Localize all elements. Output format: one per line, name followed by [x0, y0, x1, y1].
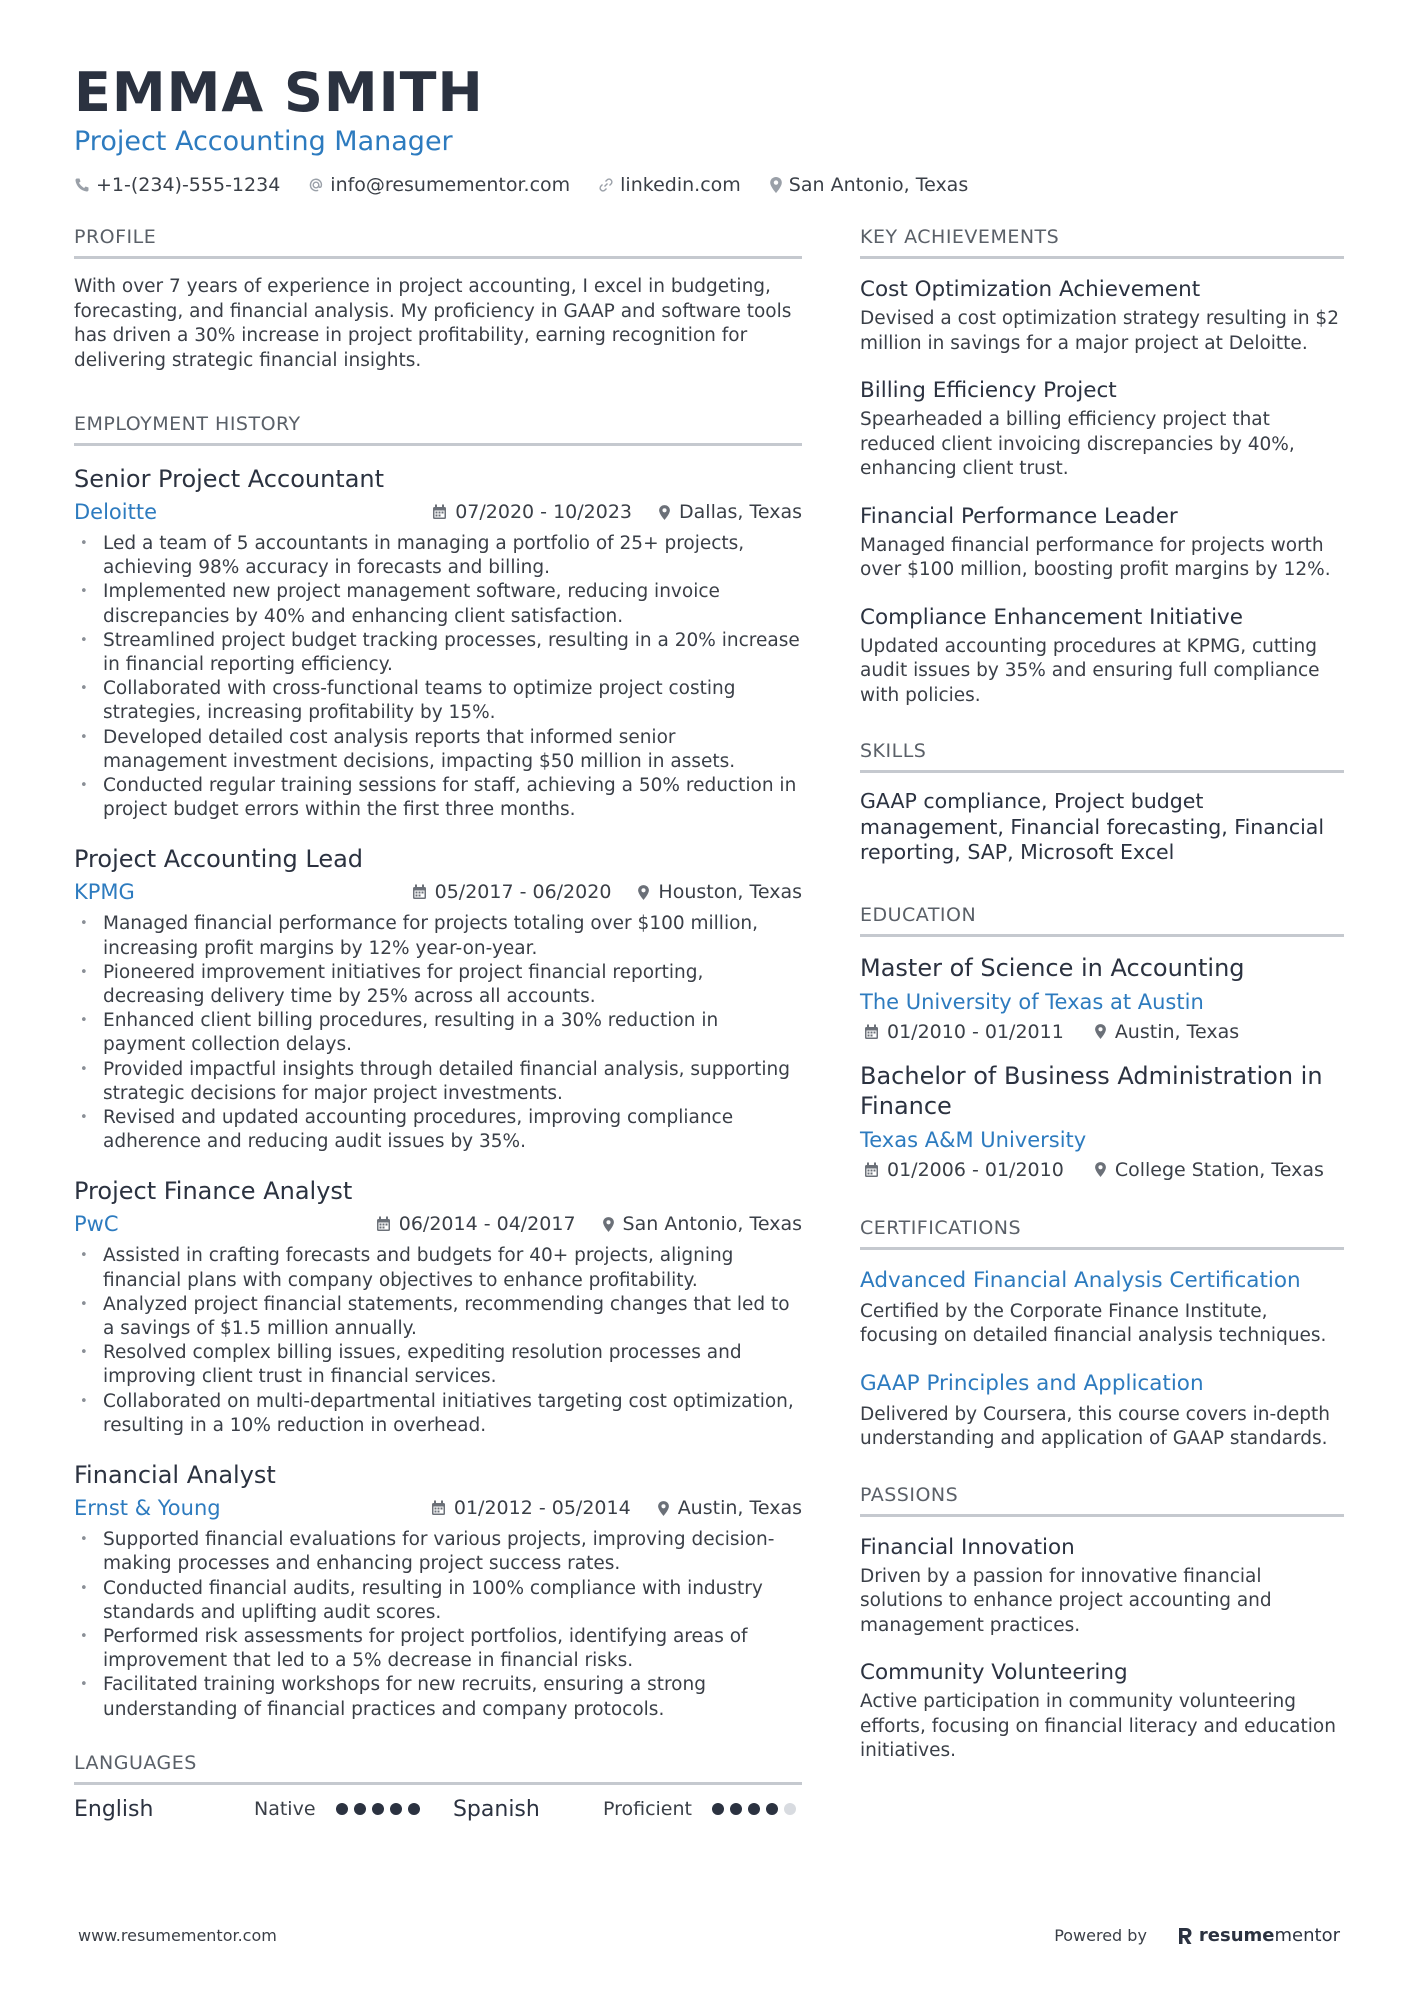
certification-text: Certified by the Corporate Finance Institute, focusing on detailed financial analysis techniques.	[860, 1300, 1327, 1346]
powered-by-label: Powered by	[1054, 1926, 1147, 1945]
job-title: Senior Project Accountant	[74, 465, 385, 493]
job-title: Financial Analyst	[74, 1461, 276, 1490]
job-location-text: Dallas, Texas	[679, 501, 802, 523]
job-meta	[74, 878, 802, 906]
rating-dot-filled	[730, 1803, 742, 1815]
at-sign-icon	[308, 177, 324, 193]
job-location-text: Austin, Texas	[677, 1497, 802, 1520]
job-date-location	[412, 881, 802, 903]
degree-title: Bachelor of Business Administration in Finance	[860, 1061, 1323, 1120]
passions-section	[860, 1484, 1344, 1764]
calendar-icon	[376, 1216, 391, 1232]
left-column	[74, 226, 802, 1862]
certification-text: Delivered by Coursera, this course covers in-depth understanding and application of GAAP standards.	[860, 1403, 1330, 1449]
languages-section	[74, 1752, 802, 1822]
job-date-location	[432, 501, 802, 523]
section-heading-profile: PROFILE	[74, 226, 802, 259]
footer-url[interactable]: www.resumementor.com	[78, 1926, 277, 1945]
job-location	[657, 1497, 802, 1519]
calendar-icon	[412, 884, 427, 900]
education-location-text: Austin, Texas	[1114, 1020, 1240, 1043]
education-location	[1090, 1159, 1324, 1181]
achievement-text: Devised a cost optimization strategy resulting in $2 million in savings for a major project at Deloitte.	[860, 308, 1339, 354]
profile-section	[74, 226, 802, 373]
job-bullet: • Supported financial evaluations for various projects, improving decision-making processes and enhancing project success rates.	[74, 1528, 802, 1576]
profile-summary: With over 7 years of experience in project accounting, I excel in budgeting, forecasting, and financial analysis. My proficiency in GAAP and software tools has driven a 30% increase in project profitability, earning recognition for delivering strategic financial insights.	[74, 276, 792, 371]
achievements-section	[860, 226, 1344, 708]
job-dates-text: 06/2014 - 04/2017	[398, 1213, 576, 1236]
job-bullet: • Facilitated training workshops for new recruits, ensuring a strong understanding of financial practices and company protocols.	[74, 1673, 802, 1721]
job-dates-text: 01/2012 - 05/2014	[453, 1497, 631, 1520]
company-name: PwC	[74, 1212, 119, 1237]
education-dates	[860, 1159, 1064, 1181]
job-bullet: • Performed risk assessments for project portfolios, identifying areas of improvement that led to a 5% decrease in financial risks.	[74, 1625, 802, 1673]
language-level: Native	[254, 1798, 316, 1821]
achievement-text: Spearheaded a billing efficiency project that reduced client invoicing discrepancies by 40%, enhancing client trust.	[860, 409, 1295, 479]
contact-phone	[74, 174, 280, 196]
company-name: KPMG	[74, 880, 135, 905]
job-dates	[431, 1497, 631, 1519]
achievement-title: Billing Efficiency Project	[860, 378, 1117, 403]
employment-section	[74, 413, 802, 1722]
achievement-title: Compliance Enhancement Initiative	[860, 604, 1244, 630]
language-name: English	[74, 1796, 154, 1822]
contact-linkedin[interactable]	[598, 174, 741, 196]
linkedin-link[interactable]: linkedin.com	[620, 174, 741, 196]
language-rating	[712, 1803, 802, 1815]
link-icon	[598, 177, 614, 193]
job-bullets	[74, 1528, 802, 1722]
job-date-location	[431, 1497, 802, 1519]
passion-item	[860, 1533, 1344, 1639]
brand-name-bold: resume	[1198, 1925, 1275, 1946]
calendar-icon	[864, 1024, 879, 1040]
job-bullet: • Enhanced client billing procedures, resulting in a 30% reduction in payment collection delays.	[74, 1009, 802, 1057]
brand-logo	[1177, 1925, 1340, 1946]
rating-dot-filled	[390, 1803, 402, 1815]
certification-item	[860, 1266, 1344, 1349]
job-dates	[432, 501, 632, 523]
education-meta	[860, 1021, 1344, 1043]
page-footer	[78, 1925, 1340, 1946]
rating-dot-filled	[372, 1803, 384, 1815]
language-name: Spanish	[452, 1796, 540, 1822]
job-bullet: • Collaborated with cross-functional teams to optimize project costing strategies, increasing profitability by 15%.	[74, 677, 802, 725]
job-title: Project Finance Analyst	[74, 1177, 353, 1206]
job-dates	[412, 881, 612, 903]
achievement-item	[860, 275, 1344, 356]
location-text: San Antonio, Texas	[788, 174, 969, 196]
job-entry	[74, 842, 802, 1154]
passion-item	[860, 1658, 1344, 1764]
job-bullet: • Conducted financial audits, resulting in 100% compliance with industry standards and uplifting audit scores.	[74, 1577, 802, 1625]
resume-header	[74, 58, 1344, 196]
location-pin-icon	[637, 884, 650, 901]
job-bullet: • Pioneered improvement initiatives for project financial reporting, decreasing delivery time by 25% across all accounts.	[74, 961, 802, 1009]
language-item	[74, 1797, 426, 1822]
achievement-item	[860, 603, 1344, 709]
email-link[interactable]: info@resumementor.com	[330, 174, 571, 196]
section-heading-skills: SKILLS	[860, 740, 1344, 773]
contact-email[interactable]	[308, 174, 570, 196]
job-bullet: • Led a team of 5 accountants in managing a portfolio of 25+ projects, achieving 98% accuracy in forecasts and billing.	[74, 532, 802, 580]
right-column	[860, 226, 1344, 1804]
job-location	[602, 1213, 802, 1235]
job-meta	[74, 498, 802, 526]
job-entry	[74, 1458, 802, 1722]
location-pin-icon	[602, 1216, 615, 1233]
job-dates	[376, 1213, 576, 1235]
achievement-item	[860, 376, 1344, 482]
rating-dot-filled	[408, 1803, 420, 1815]
calendar-icon	[864, 1162, 879, 1178]
location-pin-icon	[658, 504, 671, 521]
education-meta	[860, 1159, 1344, 1181]
candidate-name: EMMA SMITH	[74, 61, 484, 124]
skills-section	[860, 740, 1344, 866]
rating-dot-filled	[354, 1803, 366, 1815]
achievement-text: Updated accounting procedures at KPMG, cutting audit issues by 35% and ensuring full compliance with policies.	[860, 635, 1320, 706]
job-bullet: • Streamlined project budget tracking processes, resulting in a 20% increase in financial reporting efficiency.	[74, 629, 802, 677]
job-bullet: • Revised and updated accounting procedures, improving compliance adherence and reducing audit issues by 35%.	[74, 1106, 802, 1154]
company-name: Deloitte	[74, 500, 157, 524]
section-heading-languages: LANGUAGES	[74, 1752, 802, 1785]
job-date-location	[376, 1213, 802, 1235]
job-location-text: San Antonio, Texas	[622, 1213, 802, 1236]
school-name: The University of Texas at Austin	[860, 989, 1204, 1014]
education-dates-text: 01/2006 - 01/2010	[887, 1158, 1064, 1181]
job-entry	[74, 462, 802, 822]
job-bullets	[74, 532, 802, 822]
passion-title: Financial Innovation	[860, 1534, 1075, 1560]
location-pin-icon	[1094, 1023, 1107, 1040]
languages-row	[74, 1797, 802, 1822]
job-meta	[74, 1494, 802, 1522]
rating-dot-filled	[336, 1803, 348, 1815]
education-dates-text: 01/2010 - 01/2011	[887, 1020, 1064, 1043]
certification-item	[860, 1369, 1344, 1452]
contact-location	[769, 174, 968, 196]
certification-title: GAAP Principles and Application	[860, 1370, 1204, 1396]
achievement-text: Managed financial performance for projects worth over $100 million, boosting profit margins by 12%.	[860, 534, 1331, 580]
job-bullet: • Resolved complex billing issues, expediting resolution processes and improving client trust in financial services.	[74, 1341, 802, 1389]
passion-title: Community Volunteering	[860, 1660, 1128, 1685]
language-level: Proficient	[602, 1798, 692, 1821]
education-dates	[860, 1021, 1064, 1043]
brand-name-rest: mentor	[1274, 1925, 1340, 1946]
job-bullet: • Assisted in crafting forecasts and budgets for 40+ projects, aligning financial plans with company objectives to enhance profitability.	[74, 1244, 802, 1292]
brand-mark-icon	[1177, 1926, 1193, 1946]
footer-branding	[1054, 1925, 1340, 1946]
education-location	[1090, 1021, 1239, 1043]
section-heading-education: EDUCATION	[860, 904, 1344, 937]
school-name: Texas A&M University	[860, 1127, 1087, 1152]
job-bullet: • Managed financial performance for projects totaling over $100 million, increasing profit margins by 12% year-on-year.	[74, 912, 802, 960]
section-heading-passions: PASSIONS	[860, 1484, 1344, 1517]
achievement-title: Financial Performance Leader	[860, 503, 1178, 529]
education-location-text: College Station, Texas	[1114, 1158, 1324, 1181]
language-rating	[336, 1803, 426, 1815]
contact-bar	[74, 174, 1344, 196]
job-location-text: Houston, Texas	[658, 881, 802, 904]
skills-list: GAAP compliance, Project budget management, Financial forecasting, Financial reporting, SAP, Microsoft Excel	[860, 789, 1325, 864]
company-name: Ernst & Young	[74, 1496, 221, 1521]
passion-text: Active participation in community volunteering efforts, focusing on financial literacy and education initiatives.	[860, 1691, 1336, 1761]
location-pin-icon	[1094, 1161, 1107, 1178]
calendar-icon	[432, 504, 447, 520]
education-item	[860, 953, 1344, 1043]
job-bullet: • Collaborated on multi-departmental initiatives targeting cost optimization, resulting in a 10% reduction in overhead.	[74, 1390, 802, 1438]
job-entry	[74, 1174, 802, 1438]
rating-dot-filled	[712, 1803, 724, 1815]
candidate-role: Project Accounting Manager	[74, 126, 453, 157]
achievement-title: Cost Optimization Achievement	[860, 277, 1201, 302]
job-bullets	[74, 912, 802, 1154]
achievement-item	[860, 502, 1344, 583]
job-dates-text: 05/2017 - 06/2020	[434, 881, 612, 904]
job-dates-text: 07/2020 - 10/2023	[455, 501, 633, 523]
passion-text: Driven by a passion for innovative financial solutions to enhance project accounting and management practices.	[860, 1565, 1272, 1636]
section-heading-employment: EMPLOYMENT HISTORY	[74, 413, 802, 446]
job-bullet: • Developed detailed cost analysis reports that informed senior management investment decisions, impacting $50 million in assets.	[74, 726, 802, 774]
job-bullet: • Provided impactful insights through detailed financial analysis, supporting strategic decisions for major project investments.	[74, 1058, 802, 1106]
education-section	[860, 904, 1344, 1181]
job-location	[637, 881, 802, 903]
location-pin-icon	[769, 176, 783, 194]
location-pin-icon	[657, 1500, 670, 1517]
calendar-icon	[431, 1500, 446, 1516]
job-bullet: • Conducted regular training sessions for staff, achieving a 50% reduction in project budget errors within the first three months.	[74, 774, 802, 822]
rating-dot-empty	[784, 1803, 796, 1815]
degree-title: Master of Science in Accounting	[860, 953, 1245, 982]
job-bullet: • Implemented new project management software, reducing invoice discrepancies by 40% and enhancing client satisfaction.	[74, 580, 802, 628]
section-heading-certifications: CERTIFICATIONS	[860, 1217, 1344, 1250]
certifications-section	[860, 1217, 1344, 1452]
job-location	[658, 501, 802, 523]
rating-dot-filled	[748, 1803, 760, 1815]
phone-text: +1-(234)-555-1234	[96, 174, 281, 196]
phone-icon	[74, 177, 90, 193]
certification-title: Advanced Financial Analysis Certification	[860, 1267, 1301, 1293]
job-bullet: • Analyzed project financial statements, recommending changes that led to a savings of $1.5 million annually.	[74, 1293, 802, 1341]
rating-dot-filled	[766, 1803, 778, 1815]
section-heading-achievements: KEY ACHIEVEMENTS	[860, 226, 1344, 259]
job-meta	[74, 1210, 802, 1238]
language-item	[453, 1797, 802, 1822]
education-item	[860, 1061, 1344, 1181]
job-bullets	[74, 1244, 802, 1438]
job-title: Project Accounting Lead	[74, 845, 364, 874]
